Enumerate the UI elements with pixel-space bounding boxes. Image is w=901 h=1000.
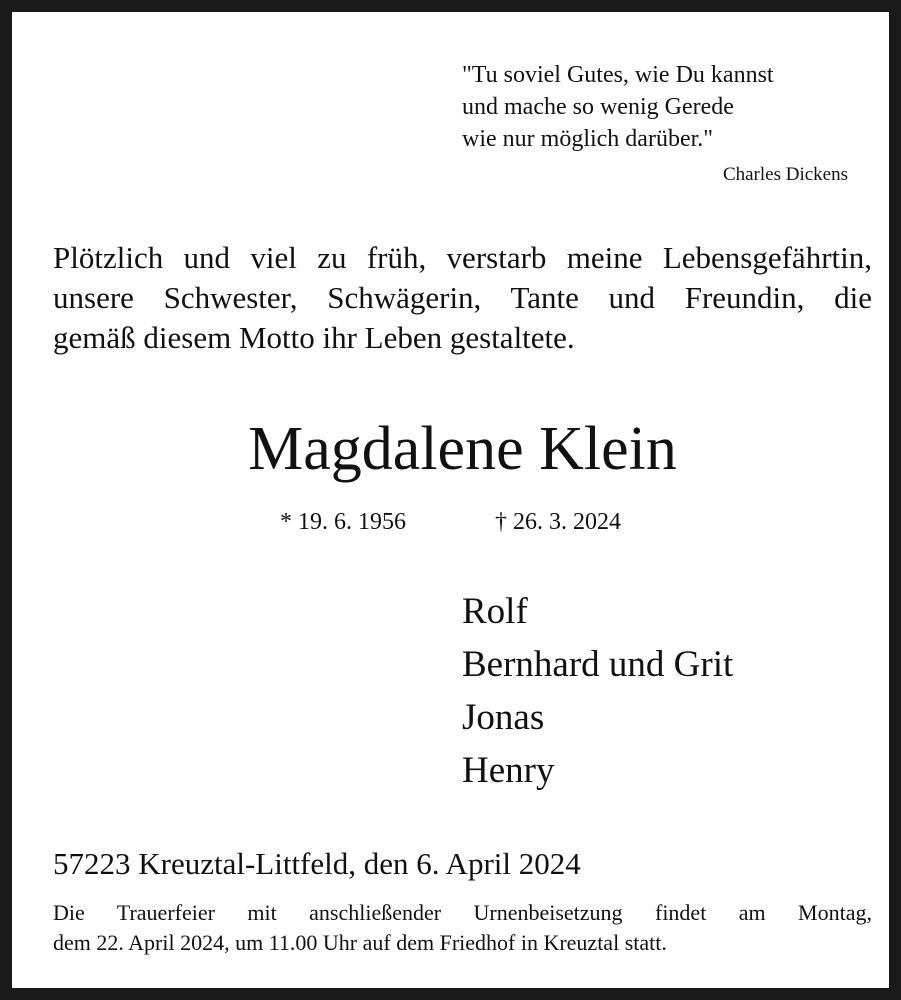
mourner-name: Rolf <box>462 591 528 632</box>
ceremony-line-1: Die Trauerfeier mit anschließender Urnenbeisetzung findet am Montag, <box>53 900 872 925</box>
mourner-name: Jonas <box>462 697 545 738</box>
ceremony-line-2: dem 22. April 2024, um 11.00 Uhr auf dem Friedhof in Kreuztal statt. <box>53 930 667 955</box>
quote-author: Charles Dickens <box>722 164 848 185</box>
intro-text <box>53 238 872 358</box>
motto-quote <box>462 59 872 155</box>
birth-date: * 19. 6. 1956 <box>280 509 406 535</box>
place-and-date: 57223 Kreuztal-Littfeld, den 6. April 2024 <box>53 846 581 881</box>
deceased-name: Magdalene Klein <box>248 415 677 483</box>
intro-line-2: unsere Schwester, Schwägerin, Tante und Freundin, die <box>53 280 872 315</box>
death-date: † 26. 3. 2024 <box>495 509 621 535</box>
mourners-list <box>462 585 733 797</box>
quote-line-3: wie nur möglich darüber." <box>462 126 714 152</box>
mourner-name: Bernhard und Grit <box>462 644 734 685</box>
quote-line-1: "Tu soviel Gutes, wie Du kannst <box>462 62 774 88</box>
intro-line-3: gemäß diesem Motto ihr Leben gestaltete. <box>53 320 575 355</box>
funeral-notice <box>53 898 872 958</box>
mourner-name: Henry <box>462 750 555 791</box>
intro-line-1: Plötzlich und viel zu früh, verstarb meine Lebensgefährtin, <box>53 240 872 275</box>
quote-line-2: und mache so wenig Gerede <box>462 94 734 120</box>
